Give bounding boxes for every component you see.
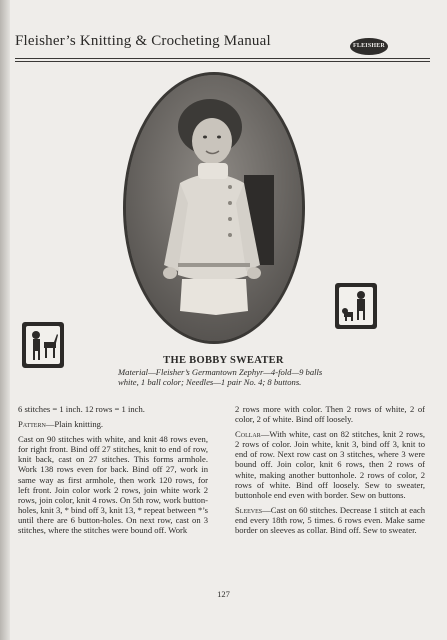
continued-instructions: 2 rows more with color. Then 2 rows of white, 2 of color, 2 of white. Bind off loosely. bbox=[235, 404, 425, 425]
body-instructions: Cast on 90 stitches with white, and knit 48 rows even, for right front. Bind off 27 stitches, knit to end of row, knit back, cast on 27 stitches. This forms armhole. Work 138 rows even for back. Bind off 27, work in same way as first armhole, then work 120 rows, for left front. Join color work 2 rows, join white work 2 rows, join color, knit 4 rows. On 5th row, work button-holes, knit 3, * bind off 3, knit 13, * repeat between *’s until there are 6 button-holes. On next row, cast on 3 stitches, where the stitches were bound off. Work bbox=[18, 434, 208, 536]
sleeves-text: —Cast on 60 stitches. Decrease 1 stitch at each end every 18th row, 5 times. 6 rows even. Make same border on sleeves as collar. Bind off. Sew to sweater. bbox=[235, 504, 425, 536]
collar-text: —With white, cast on 82 stitches, knit 2 rows, 2 rows of color. Join white, knit 3, bind off 3, knit to end of row. Next row cast on 3 stitches, where 3 were bound off. Join color, knit 6 rows, then 2 rows of white, making another buttonhole. 2 rows of color, 2 rows of white. Bind off loosely. Sew to sweater, buttonhole end even with border. Sew on buttons. bbox=[235, 429, 425, 500]
sleeves-instructions bbox=[235, 505, 425, 535]
collar-instructions bbox=[235, 429, 425, 500]
pattern-label: Pattern bbox=[18, 419, 46, 430]
collar-label: Collar bbox=[235, 429, 261, 440]
pattern-text: —Plain knitting. bbox=[45, 419, 104, 430]
page-number: 127 bbox=[217, 589, 230, 599]
pattern-line bbox=[18, 419, 208, 429]
pattern-title: THE BOBBY SWEATER bbox=[163, 355, 284, 366]
materials-text: —Fleisher’s Germantown Zephyr—4-fold—9 balls white, 1 ball color; Needles—1 pair No. 4; 8 buttons. bbox=[118, 367, 323, 387]
page-header-title: Fleisher’s Knitting & Crocheting Manual bbox=[15, 33, 271, 49]
sweater-photo bbox=[123, 72, 305, 344]
header-rule-double bbox=[15, 61, 430, 62]
sleeves-label: Sleeves bbox=[235, 504, 263, 515]
materials-label: Material bbox=[118, 367, 149, 377]
header-rule bbox=[15, 58, 430, 59]
instructions-right-column bbox=[235, 404, 425, 540]
materials-line bbox=[118, 367, 338, 387]
boy-with-dog-illustration bbox=[335, 283, 377, 329]
gauge-text: 6 stitches = 1 inch. 12 rows = 1 inch. bbox=[18, 404, 145, 414]
page-binding-shadow bbox=[0, 0, 10, 640]
instructions-left-column bbox=[18, 404, 208, 540]
fleisher-logo: FLEISHER bbox=[350, 38, 388, 55]
